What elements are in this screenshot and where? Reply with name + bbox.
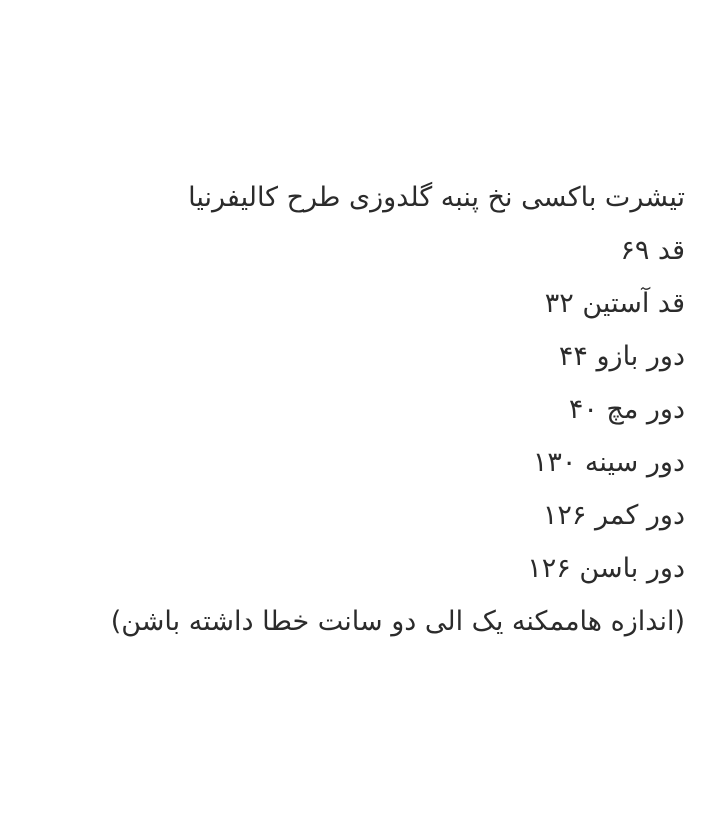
measurement-length: قد ۶۹ — [620, 235, 685, 266]
measurement-hip-circumference: دور باسن ۱۲۶ — [527, 553, 685, 584]
measurement-arm-circumference: دور بازو ۴۴ — [558, 341, 685, 372]
measurement-sleeve-length: قد آستین ۳۲ — [544, 288, 685, 319]
size-tolerance-note: (اندازه هاممکنه یک الی دو سانت خطا داشته باشن) — [110, 606, 685, 637]
measurement-wrist-circumference: دور مچ ۴۰ — [568, 394, 685, 425]
measurement-waist-circumference: دور کمر ۱۲۶ — [542, 500, 685, 531]
measurement-chest-circumference: دور سینه ۱۳۰ — [532, 447, 685, 478]
product-title: تیشرت باکسی نخ پنبه گلدوزی طرح کالیفرنیا — [188, 182, 685, 213]
product-description — [35, 171, 685, 648]
